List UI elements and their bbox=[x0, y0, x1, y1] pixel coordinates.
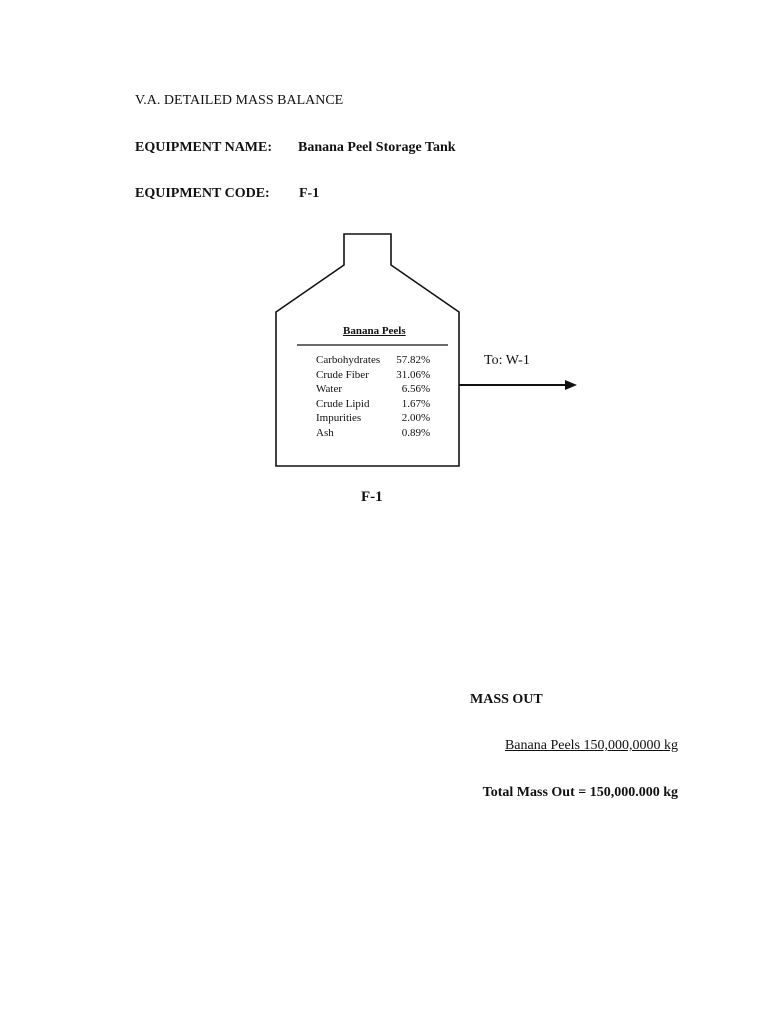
composition-row bbox=[316, 382, 430, 397]
component-value: 6.56% bbox=[401, 383, 431, 395]
composition-row bbox=[316, 411, 430, 426]
component-name: Ash bbox=[316, 426, 334, 439]
component-name: Impurities bbox=[316, 412, 362, 424]
composition-table bbox=[316, 353, 430, 440]
tank-title: Banana Peels bbox=[343, 325, 406, 337]
component-name: Crude Fiber bbox=[316, 368, 369, 381]
component-value: 57.82% bbox=[396, 354, 431, 366]
component-value: 1.67% bbox=[401, 397, 431, 410]
composition-row bbox=[316, 353, 430, 368]
outlet-destination-label: To: W-1 bbox=[484, 353, 530, 368]
equipment-name-value: Banana Peel Storage Tank bbox=[298, 140, 456, 155]
component-name: Crude Lipid bbox=[316, 397, 370, 410]
component-name: Carbohydrates bbox=[316, 354, 381, 366]
equipment-code-value: F-1 bbox=[299, 186, 320, 201]
composition-row bbox=[316, 426, 430, 441]
section-title: V.A. DETAILED MASS BALANCE bbox=[135, 93, 344, 108]
mass-out-title: MASS OUT bbox=[470, 692, 543, 707]
tank-caption: F-1 bbox=[361, 489, 383, 505]
equipment-code-label: EQUIPMENT CODE: bbox=[135, 186, 270, 201]
composition-row bbox=[316, 368, 430, 383]
mass-out-item: Banana Peels 150,000,0000 kg bbox=[504, 738, 678, 753]
component-value: 0.89% bbox=[401, 426, 431, 439]
outlet-arrowhead-icon bbox=[565, 380, 577, 390]
composition-row bbox=[316, 397, 430, 412]
component-value: 31.06% bbox=[396, 368, 431, 381]
component-name: Water bbox=[316, 383, 342, 395]
equipment-name-label: EQUIPMENT NAME: bbox=[135, 140, 273, 155]
component-value: 2.00% bbox=[401, 412, 431, 424]
mass-out-total: Total Mass Out = 150,000.000 kg bbox=[482, 785, 678, 800]
